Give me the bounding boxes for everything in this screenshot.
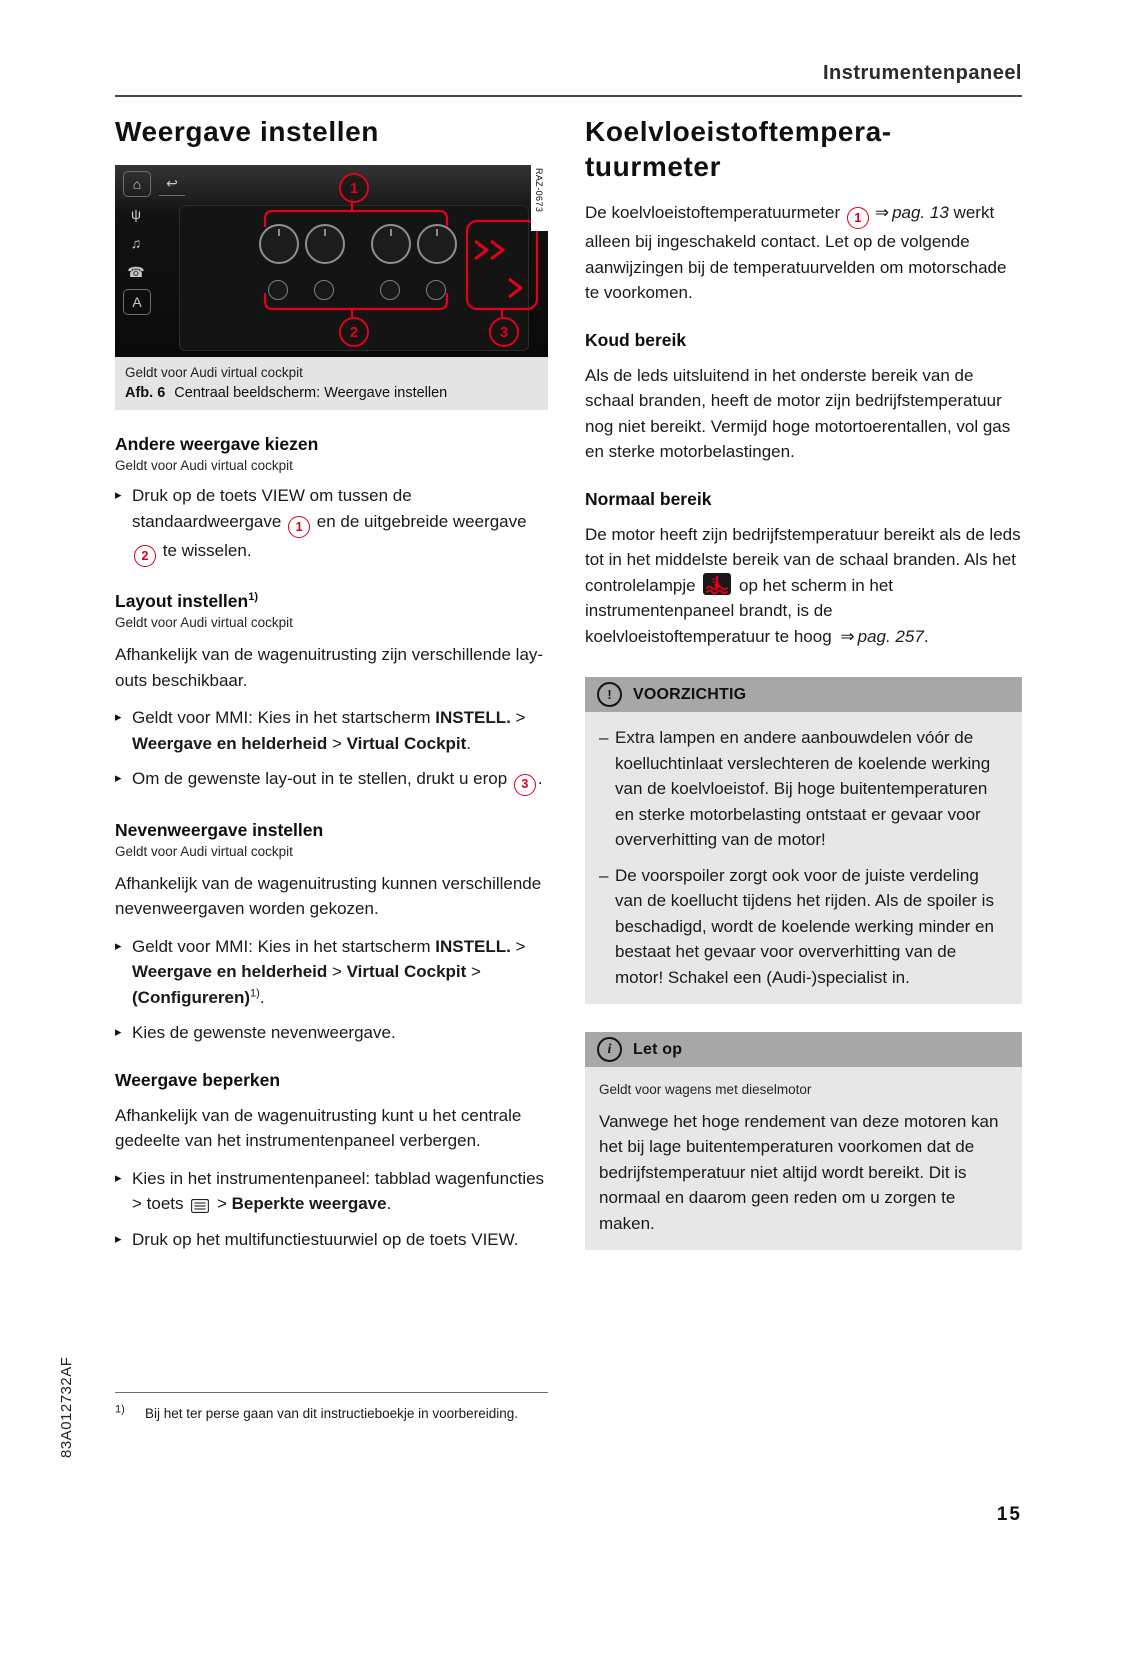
- menu-path-bold: INSTELL.: [435, 936, 511, 956]
- menu-path-bold: Virtual Cockpit: [346, 962, 467, 982]
- cross-reference-page: pag. 13: [892, 203, 949, 222]
- menu-path-bold: Virtual Cockpit: [346, 733, 467, 753]
- heading-nevenweergave-instellen: Nevenweergave instellen: [115, 819, 324, 840]
- text-run: >: [510, 936, 526, 956]
- callout-ref-2: 2: [134, 545, 156, 567]
- caution-box-header: [585, 677, 1022, 712]
- figure-applicability-note: Geldt voor Audi virtual cockpit: [125, 365, 303, 380]
- bullet-item: [115, 934, 548, 1011]
- home-icon: ⌂: [123, 171, 151, 197]
- right-column: [585, 114, 1022, 1250]
- bullet-item: [115, 705, 548, 756]
- left-section-title: Weergave instellen: [115, 116, 379, 147]
- paragraph: [585, 522, 1022, 650]
- text-run: Geldt voor MMI: Kies in het startscherm: [132, 936, 436, 956]
- applicability-note: Geldt voor Audi virtual cockpit: [115, 615, 293, 631]
- text-run: >: [466, 962, 481, 982]
- footnote-marker-text: 1): [115, 1403, 125, 1416]
- text-run: .: [386, 1194, 392, 1214]
- footnote-block: [115, 1392, 548, 1424]
- paragraph: Afhankelijk van de wagenuitrusting zijn verschillende lay-outs beschikbaar.: [115, 645, 544, 690]
- figure-callout-2: 2: [339, 317, 369, 347]
- figure-caption-text: Centraal beeldscherm: Weergave instellen: [174, 385, 448, 401]
- footnote-marker: [115, 1404, 145, 1424]
- paragraph: [585, 200, 1022, 306]
- callout-ref-1: 1: [847, 207, 869, 229]
- text-run: De voorspoiler zorgt ook voor de juiste verdeling van de koellucht tijdens het rijden. Als de spoiler is beschadigd, wordt de koelende werking minder en bestaat het gevaar voor oververhitting van de motor! Schakel een (Audi-)specialist in.: [615, 865, 994, 987]
- media-icon: ♫: [130, 235, 142, 251]
- callout-ref-3: 3: [514, 774, 536, 796]
- page-number: 15: [996, 1504, 1022, 1525]
- exclamation-icon: !: [597, 682, 622, 707]
- text-run: .: [923, 626, 929, 646]
- footnote-ref: 1): [250, 986, 260, 999]
- text-run: .: [259, 987, 265, 1007]
- paragraph: Afhankelijk van de wagenuitrusting kunnen verschillende nevenweergaven worden gekozen.: [115, 873, 542, 919]
- image-code-strip: [531, 165, 548, 231]
- nav-icon: A: [123, 289, 151, 315]
- caution-box-body: [585, 712, 1022, 1004]
- radio-icon: ψ: [131, 206, 141, 222]
- figure-central-display: [115, 165, 548, 410]
- back-icon: ↩: [159, 171, 185, 196]
- heading-andere-weergave-kiezen: Andere weergave kiezen: [115, 434, 319, 454]
- paragraph: Als de leds uitsluitend in het onderste bereik van de schaal branden, heeft de motor zijn bedrijfstemperatuur nog niet bereikt. Vermijd hoge motortoerentallen, vol gas en sterke motorbelastingen.: [585, 365, 1011, 462]
- note-box: [585, 1032, 1022, 1250]
- cross-reference-arrow: ⇒: [840, 626, 855, 646]
- text-run: te wisselen.: [158, 540, 252, 560]
- paragraph: Afhankelijk van de wagenuitrusting kunt u het centrale gedeelte van het instrumentenpaneel verbergen.: [115, 1105, 522, 1151]
- paragraph: Vanwege het hoge rendement van deze motoren kan het bij lage buitentemperaturen voorkomen dat de bedrijfstemperatuur niet altijd wordt bereikt. Dit is normaal en daarom geen reden om u zorgen te maken.: [599, 1111, 999, 1233]
- document-spine-code: 83A012732AF: [58, 1356, 75, 1458]
- header-rule: [115, 95, 1022, 97]
- note-box-body: [585, 1067, 1022, 1250]
- menu-path-bold: INSTELL.: [435, 708, 511, 728]
- title-line-2: tuurmeter: [585, 151, 722, 182]
- footnote-ref: 1): [248, 591, 258, 604]
- text-run: Druk op de toets VIEW om tussen de standaardweergave: [132, 486, 412, 531]
- applicability-note: Geldt voor Audi virtual cockpit: [115, 458, 293, 473]
- text-run: en de uitgebreide weergave: [312, 511, 527, 531]
- image-code: RAZ-0673: [534, 168, 544, 213]
- caution-title: VOORZICHTIG: [633, 685, 747, 703]
- figure-callout-1: 1: [339, 173, 369, 203]
- text-run: op het scherm in het instrumentenpaneel brandt, is de koelvloeistoftemperatuur te hoog: [585, 575, 894, 646]
- left-column: [115, 114, 548, 1262]
- text-run: .: [537, 769, 543, 789]
- text-run: De motor heeft zijn bedrijfstemperatuur bereikt als de leds tot in het middelste bereik van de schaal branden. Als het controlelampje: [585, 524, 1021, 595]
- bullet-item: ▸ Kies de gewenste nevenweergave.: [115, 1020, 548, 1046]
- text-run: Geldt voor MMI: Kies in het startscherm: [132, 708, 436, 728]
- bullet-item: [115, 766, 548, 795]
- text-run: .: [466, 733, 472, 753]
- figure-annotation-lines: [115, 165, 548, 357]
- callout-ref-1: 1: [288, 516, 310, 538]
- bullet-item: ▸ Druk op het multifunctiestuurwiel op de toets VIEW.: [115, 1227, 548, 1253]
- applicability-note: Geldt voor wagens met dieselmotor: [599, 1082, 812, 1098]
- text-run: Kies in het instrumentenpaneel: tabblad wagenfuncties > toets: [132, 1168, 545, 1214]
- text-run: >: [327, 962, 347, 982]
- figure-caption: [115, 357, 548, 410]
- coolant-temperature-warning-icon: [703, 573, 731, 595]
- heading-layout-instellen: [115, 591, 548, 612]
- bullet-item: [115, 1166, 548, 1217]
- text-run: Om de gewenste lay-out in te stellen, drukt u erop: [132, 769, 512, 789]
- menu-path-bold: (Configureren): [132, 987, 251, 1007]
- text-run: De koelvloeistoftemperatuurmeter: [585, 203, 845, 222]
- note-box-header: [585, 1032, 1022, 1067]
- heading-text: Layout instellen: [115, 591, 249, 612]
- figure-number-label: Afb. 6: [125, 385, 166, 401]
- menu-icon: [191, 1199, 209, 1213]
- menu-path-bold: Weergave en helderheid: [132, 962, 328, 982]
- text-run: Extra lampen en andere aanbouwdelen vóór de koelluchtinlaat verslechteren de koelende werking van de koelvloeistof. Bij hoge buitentemperaturen en sterke motorbelasting ontstaat er gevaar voor oververhitting van de motor!: [615, 728, 991, 850]
- right-section-title: [585, 114, 1022, 184]
- text-run: >: [510, 708, 526, 728]
- bullet-item: [115, 483, 548, 567]
- menu-path-bold: Beperkte weergave: [231, 1194, 387, 1214]
- figure-caption-line: [125, 385, 538, 401]
- info-icon: i: [597, 1037, 622, 1062]
- heading-normaal-bereik: Normaal bereik: [585, 488, 712, 509]
- cross-reference-page: pag. 257: [857, 626, 924, 646]
- text-run: >: [327, 733, 347, 753]
- phone-icon: ☎: [127, 263, 145, 280]
- caution-box: [585, 677, 1022, 1004]
- menu-path-bold: Weergave en helderheid: [132, 733, 328, 753]
- caution-item: [599, 725, 1008, 853]
- chapter-title: Instrumentenpaneel: [822, 62, 1022, 84]
- figure-callout-3: 3: [489, 317, 519, 347]
- caution-item: [599, 863, 1008, 991]
- cross-reference-arrow: ⇒: [874, 203, 890, 222]
- note-title: Let op: [633, 1040, 683, 1058]
- heading-weergave-beperken: Weergave beperken: [115, 1069, 281, 1090]
- figure-image: [115, 165, 548, 357]
- applicability-note: Geldt voor Audi virtual cockpit: [115, 843, 293, 859]
- title-line-1: Koelvloeistoftempera-: [585, 116, 892, 147]
- text-run: >: [212, 1194, 232, 1214]
- footnote-text: Bij het ter perse gaan van dit instructieboekje in voorbereiding.: [145, 1406, 518, 1421]
- heading-koud-bereik: Koud bereik: [585, 329, 687, 350]
- text-run: werkt alleen bij ingeschakeld contact. Let op de volgende aanwijzingen bij de temperatuurvelden om motorschade te voorkomen.: [585, 203, 1007, 303]
